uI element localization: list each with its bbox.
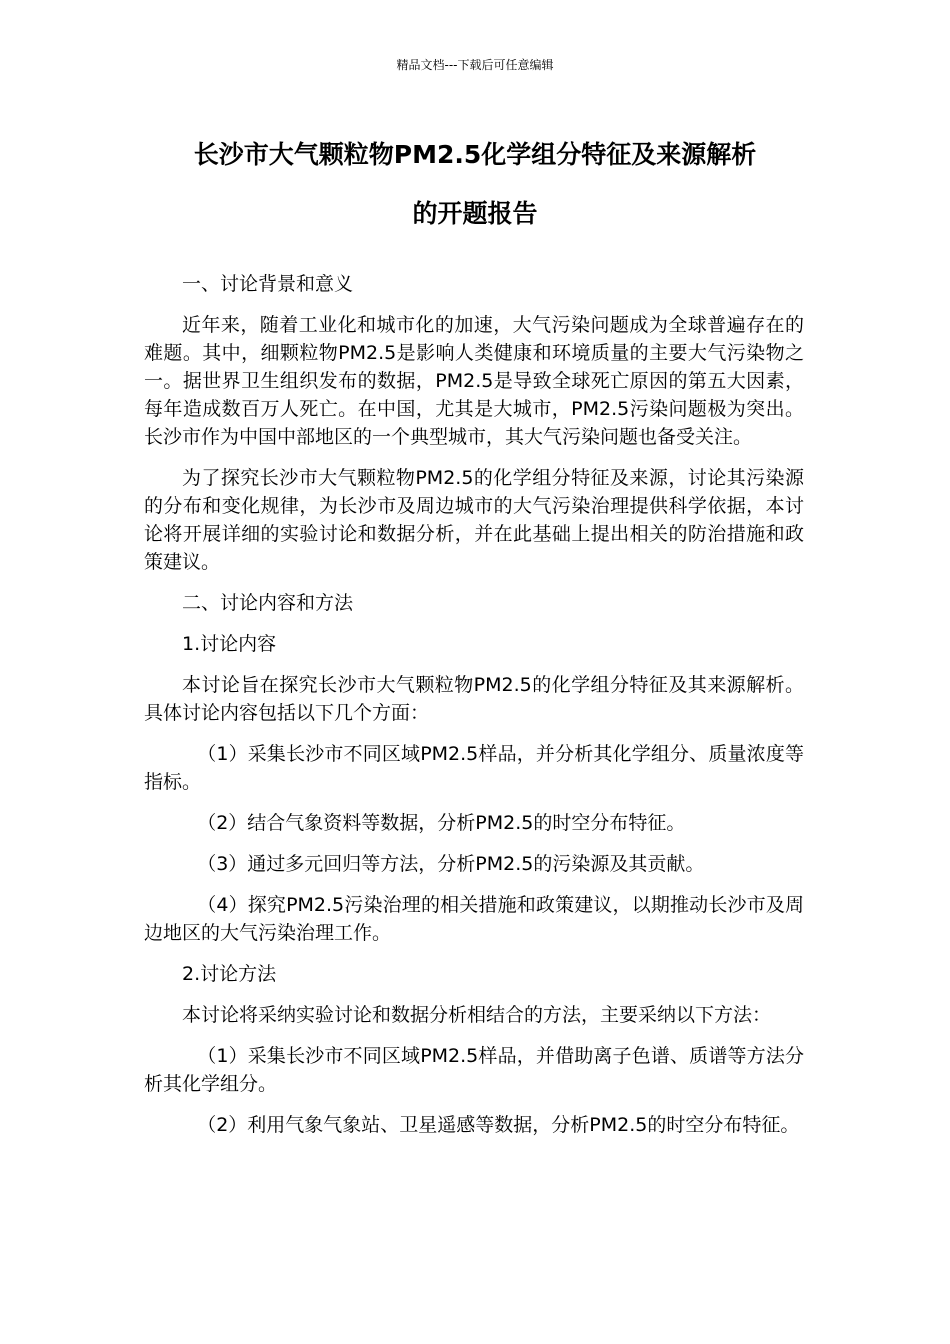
content-intro-paragraph: 本讨论旨在探究长沙市大气颗粒物PM2.5的化学组分特征及其来源解析。具体讨论内容包括以下几个方面： (144, 674, 804, 724)
method-list-item: （2）利用气象气象站、卫星遥感等数据，分析PM2.5的时空分布特征。 (197, 1114, 800, 1136)
section-2-heading: 二、讨论内容和方法 (182, 592, 354, 614)
page-header-watermark: 精品文档---下载后可任意编辑 (396, 58, 554, 72)
document-body (144, 270, 804, 1152)
content-list-item: （3）通过多元回归等方法，分析PM2.5的污染源及其贡献。 (197, 853, 705, 875)
subsection-content-heading: 1.讨论内容 (182, 633, 277, 655)
section-1-heading: 一、讨论背景和意义 (182, 273, 354, 295)
subsection-method-heading: 2.讨论方法 (182, 963, 277, 985)
document-title-line-2: 的开题报告 (412, 199, 538, 228)
method-intro-paragraph: 本讨论将采纳实验讨论和数据分析相结合的方法，主要采纳以下方法： (182, 1004, 772, 1026)
section-1-paragraph-2: 为了探究长沙市大气颗粒物PM2.5的化学组分特征及来源，讨论其污染源的分布和变化规律，为长沙市及周边城市的大气污染治理提供科学依据，本讨论将开展详细的实验讨论和数据分析，并在此基础上提出相关的防治措施和政策建议。 (144, 467, 804, 573)
document-title-line-1: 长沙市大气颗粒物PM2.5化学组分特征及来源解析 (193, 140, 757, 169)
method-list-item: （1）采集长沙市不同区域PM2.5样品，并借助离子色谱、质谱等方法分析其化学组分。 (144, 1045, 804, 1095)
content-list-item: （4）探究PM2.5污染治理的相关措施和政策建议，以期推动长沙市及周边地区的大气污染治理工作。 (144, 894, 804, 944)
section-1-paragraph-1: 近年来，随着工业化和城市化的加速，大气污染问题成为全球普遍存在的难题。其中，细颗粒物PM2.5是影响人类健康和环境质量的主要大气污染物之一。据世界卫生组织发布的数据，PM2.5是导致全球死亡原因的第五大因素，每年造成数百万人死亡。在中国，尤其是大城市，PM2.5污染问题极为突出。长沙市作为中国中部地区的一个典型城市，其大气污染问题也备受关注。 (144, 314, 804, 448)
content-list-item: （1）采集长沙市不同区域PM2.5样品，并分析其化学组分、质量浓度等指标。 (144, 743, 804, 793)
content-list-item: （2）结合气象资料等数据，分析PM2.5的时空分布特征。 (197, 812, 686, 834)
